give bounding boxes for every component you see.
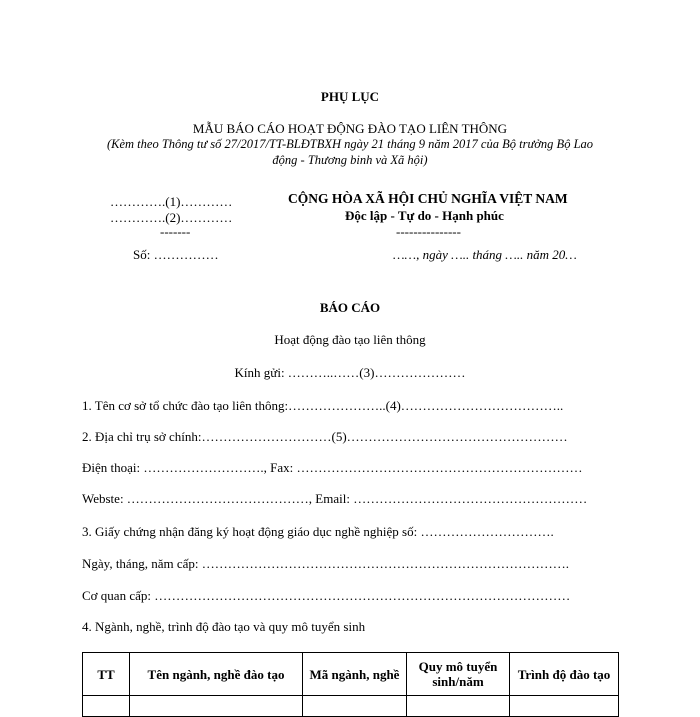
country-name: CỘNG HÒA XÃ HỘI CHỦ NGHĨA VIỆT NAM — [288, 191, 568, 206]
national-motto: Độc lập - Tự do - Hạnh phúc — [345, 208, 504, 223]
training-table — [82, 652, 619, 717]
header-cell-scale: Quy mô tuyển sinh/năm — [407, 653, 510, 696]
issuer-field: Cơ quan cấp: …………………………………………………………………………………… — [82, 588, 571, 603]
header-cell-tt: TT — [83, 653, 130, 696]
report-title: BÁO CÁO — [319, 300, 381, 315]
website-email-field: Webste: ……………………………………, Email: ……………………………………………… — [82, 491, 588, 506]
recipient-line: Kính gửi: ………..……(3)………………… — [234, 365, 466, 380]
org-line-2: ………….(2)………… — [110, 210, 233, 225]
certificate-field: 3. Giấy chứng nhận đăng ký hoạt động giáo dục nghề nghiệp số: …………………………. — [82, 524, 554, 539]
org-name-field: 1. Tên cơ sở tổ chức đào tạo liên thông:…………………..(4)……………………………….. — [82, 398, 564, 413]
right-separator: --------------- — [396, 224, 461, 239]
section-4-heading: 4. Ngành, nghề, trình độ đào tạo và quy mô tuyển sinh — [82, 619, 366, 634]
address-field: 2. Địa chỉ trụ sở chính:…………………………(5)…………………………………………… — [82, 429, 568, 444]
header-cell-name: Tên ngành, nghề đào tạo — [130, 653, 303, 696]
date-line: ……, ngày ….. tháng ….. năm 20… — [393, 247, 577, 262]
phone-fax-field: Điện thoại: ………………………., Fax: ………………………………………………………… — [82, 460, 583, 475]
note-line-1: (Kèm theo Thông tư số 27/2017/TT-BLĐTBXH ngày 21 tháng 9 năm 2017 của Bộ trưởng Bộ Lao — [106, 137, 594, 151]
org-line-1: ………….(1)………… — [110, 194, 233, 209]
report-subtitle: Hoạt động đào tạo liên thông — [274, 332, 426, 347]
form-title: MẪU BÁO CÁO HOẠT ĐỘNG ĐÀO TẠO LIÊN THÔNG — [192, 121, 508, 136]
note-line-2: động - Thương binh và Xã hội) — [272, 153, 428, 167]
issue-date-field: Ngày, tháng, năm cấp: …………………………………………………………………………. — [82, 556, 569, 571]
table-header-row — [83, 653, 619, 696]
header-cell-level: Trình độ đào tạo — [510, 653, 619, 696]
table-row — [83, 696, 619, 717]
document-number: Số: …………… — [133, 247, 219, 262]
appendix-title: PHỤ LỤC — [320, 89, 380, 104]
left-separator: ------- — [160, 224, 191, 239]
header-cell-code: Mã ngành, nghề — [303, 653, 407, 696]
